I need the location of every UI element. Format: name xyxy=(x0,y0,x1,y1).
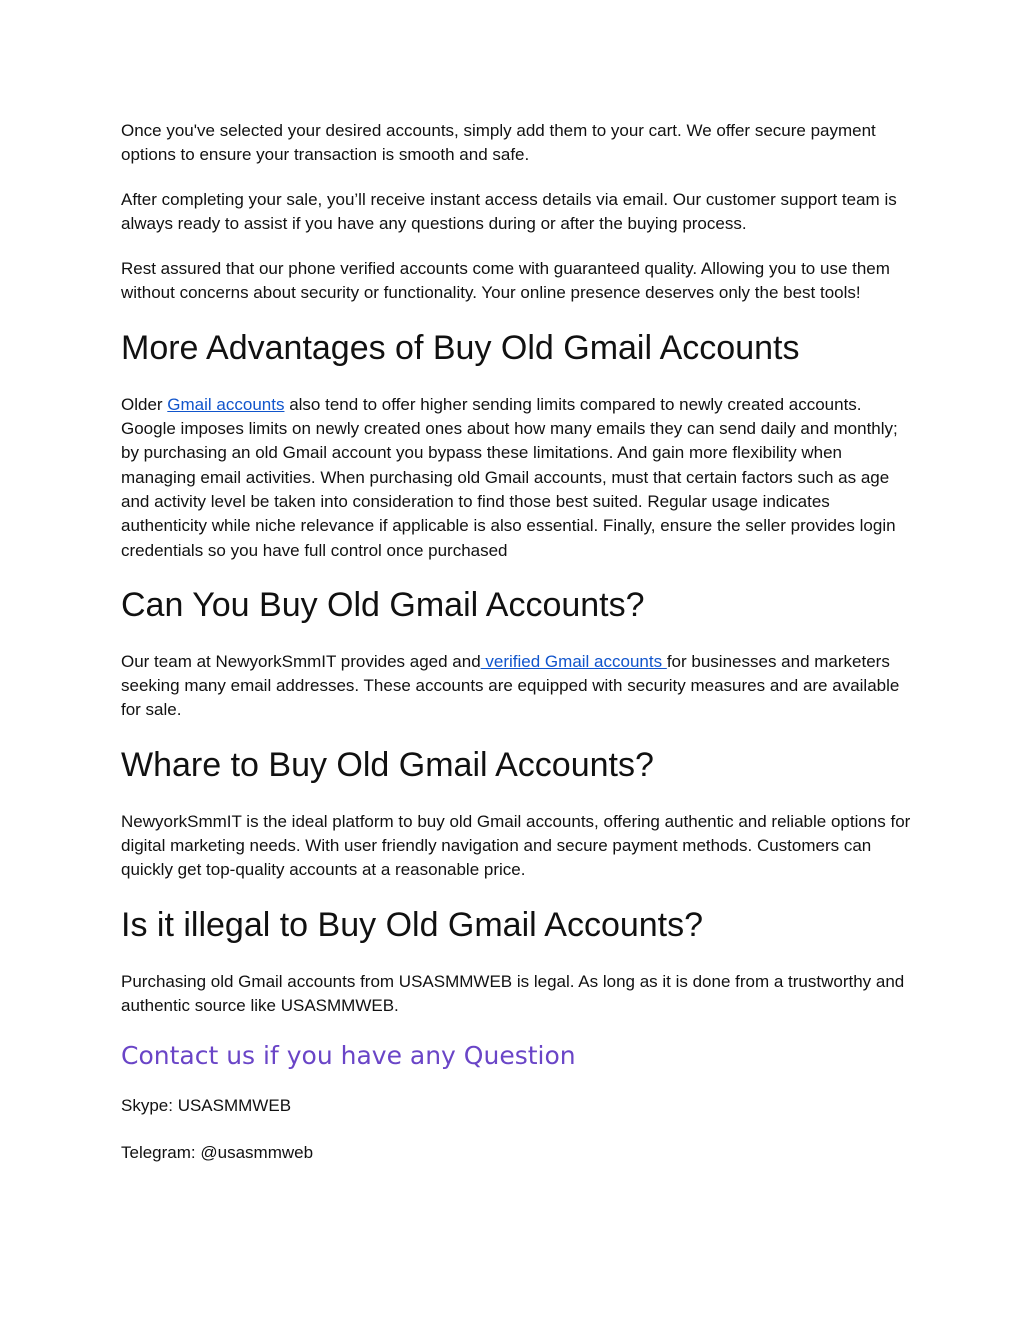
paragraph-team xyxy=(121,650,911,723)
verified-gmail-accounts-link[interactable]: verified Gmail accounts xyxy=(480,651,667,671)
paragraph-platform: NewyorkSmmIT is the ideal platform to buy old Gmail accounts, offering authentic and reliable options for digital marketing needs. With user friendly navigation and secure payment methods. Customers can quickly get top-quality accounts at a reasonable price. xyxy=(121,811,911,880)
heading-where-to-buy: Whare to Buy Old Gmail Accounts? xyxy=(121,745,654,784)
heading-contact: Contact us if you have any Question xyxy=(121,1041,576,1071)
advantages-text-rest: also tend to offer higher sending limits compared to newly created accounts. Google imposes limits on newly created ones about how many emails they can send daily and monthly; by purchasing an old Gmail account you bypass these limitations. And gain more flexibility when managing email activities. When purchasing old Gmail accounts, must that certain factors such as age and activity level be taken into consideration to find those best suited. Regular usage indicates authenticity while niche relevance if applicable is also essential. Finally, ensure the seller provides login credentials so you have full control once purchased xyxy=(121,394,898,560)
gmail-accounts-link[interactable]: Gmail accounts xyxy=(167,394,285,414)
heading-is-it-illegal: Is it illegal to Buy Old Gmail Accounts? xyxy=(121,905,704,944)
contact-telegram: Telegram: @usasmmweb xyxy=(121,1142,314,1162)
team-text-rest: for businesses and marketers seeking many email addresses. These accounts are equipped with security measures and are available for sale. xyxy=(121,651,900,720)
paragraph-support: After completing your sale, you’ll receive instant access details via email. Our customer support team is always ready to assist if you have any questions during or after the buying process. xyxy=(121,190,897,234)
contact-skype: Skype: USASMMWEB xyxy=(121,1096,292,1116)
paragraph-quality: Rest assured that our phone verified accounts come with guaranteed quality. Allowing you to use them without concerns about security or functionality. Your online presence deserves only the best tools! xyxy=(121,259,890,303)
paragraph-cart: Once you've selected your desired accounts, simply add them to your cart. We offer secure payment options to ensure your transaction is smooth and safe. xyxy=(121,121,876,165)
paragraph-advantages xyxy=(121,393,911,563)
heading-can-you-buy: Can You Buy Old Gmail Accounts? xyxy=(121,585,645,624)
paragraph-legal: Purchasing old Gmail accounts from USASMMWEB is legal. As long as it is done from a trustworthy and authentic source like USASMMWEB. xyxy=(121,971,905,1015)
team-text-start: Our team at NewyorkSmmIT provides aged and xyxy=(121,651,481,671)
document-page xyxy=(121,119,911,1165)
heading-more-advantages: More Advantages of Buy Old Gmail Accounts xyxy=(121,328,800,367)
advantages-text-start: Older xyxy=(121,394,168,414)
